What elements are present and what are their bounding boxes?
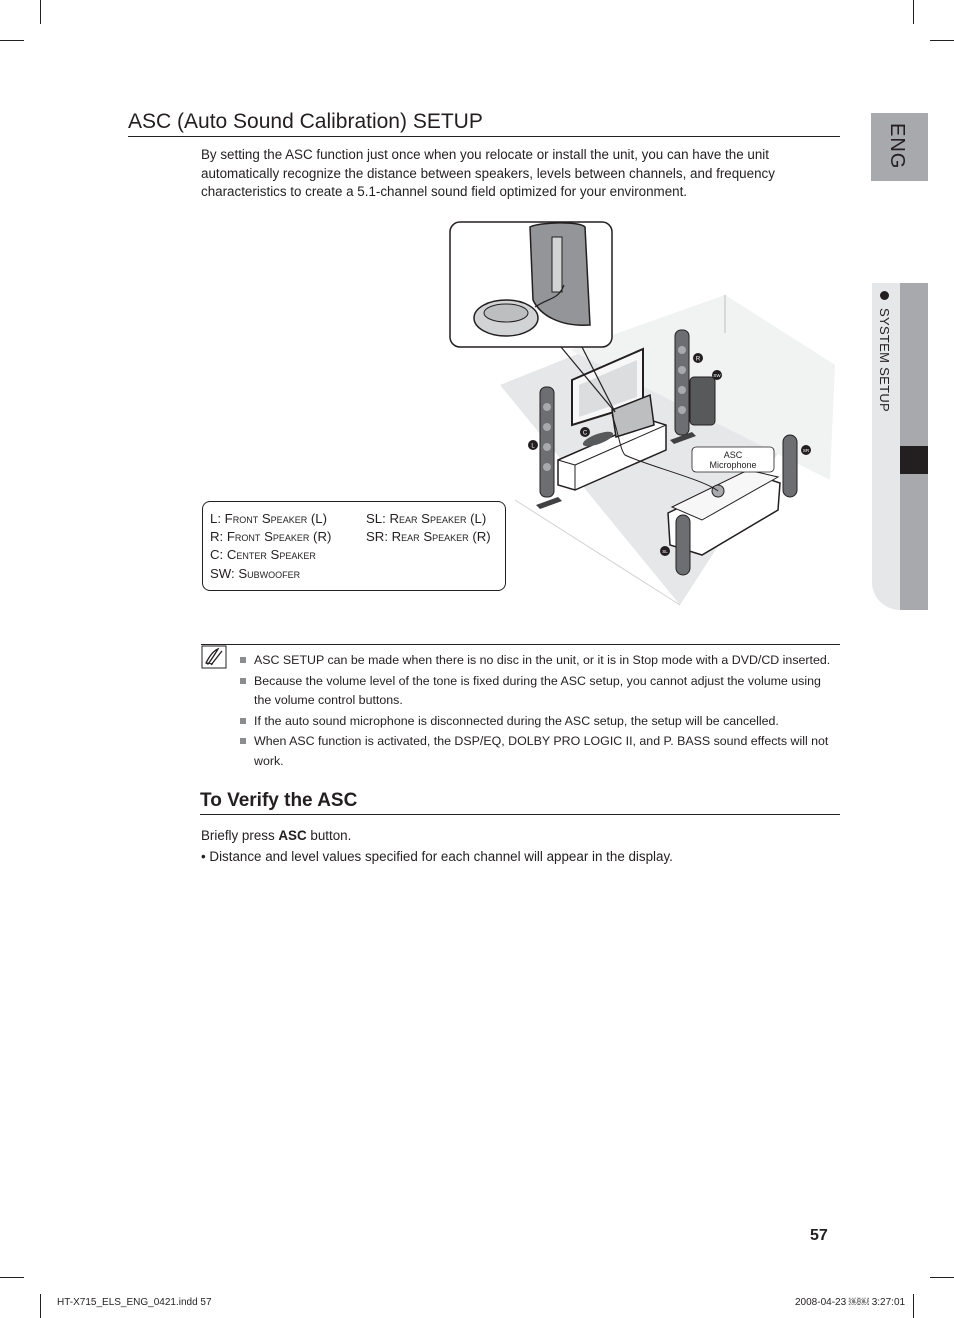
language-label: ENG [886, 123, 908, 170]
verify-body [201, 825, 841, 867]
rear-left-speaker [676, 515, 690, 575]
asc-button-name: ASC [278, 828, 307, 843]
language-tab [871, 113, 928, 181]
crop-mark [913, 1294, 914, 1318]
section-label [877, 291, 892, 412]
footer-filename: HT-X715_ELS_ENG_0421.indd 57 [57, 1297, 212, 1308]
subwoofer [690, 377, 715, 425]
tag-l: L [531, 443, 535, 450]
speaker-legend [202, 501, 506, 591]
crop-mark [0, 1277, 24, 1278]
section-heading: To Verify the ASC [200, 789, 840, 815]
tag-sw: SW [713, 373, 721, 378]
note-pencil-icon [201, 645, 227, 669]
legend-item: SW: Subwoofer [210, 565, 301, 581]
page-title: ASC (Auto Sound Calibration) SETUP [128, 109, 840, 137]
note-item: Because the volume level of the tone is fixed during the ASC setup, you cannot adjust the volume using the volume control buttons. [240, 672, 835, 711]
crop-mark [40, 0, 41, 24]
crop-mark [913, 0, 914, 24]
intro-paragraph: By setting the ASC function just once when you relocate or install the unit, you can have the unit automatically recognize the distance between speakers, levels between channels, and frequency characteristics to create a 5.1-channel sound field optimized for your environment. [201, 147, 775, 199]
footer-timestamp: 2008-04-23 ￼￼ 3:27:01 [795, 1297, 906, 1308]
legend-item: R: Front Speaker (R) [210, 529, 332, 545]
crop-mark [930, 40, 954, 41]
legend-item: C: Center Speaker [210, 547, 316, 563]
tag-c: C [582, 430, 588, 437]
legend-item: SR: Rear Speaker (R) [366, 529, 491, 545]
crop-mark [0, 40, 24, 41]
legend-item: SL: Rear Speaker (L) [366, 511, 487, 526]
tag-r: R [695, 356, 701, 363]
note-item: When ASC function is activated, the DSP/EQ, DOLBY PRO LOGIC II, and P. BASS sound effects will not work. [240, 732, 835, 771]
verify-instruction: Briefly press ASC button. [201, 828, 352, 843]
asc-microphone-label-line2: Microphone [709, 460, 757, 470]
notes-list [240, 651, 835, 772]
section-marker [900, 446, 928, 474]
legend-right-column [366, 510, 491, 546]
crop-mark [930, 1277, 954, 1278]
section-title: SYSTEM SETUP [877, 308, 892, 413]
crop-mark [40, 1294, 41, 1318]
note-item: ASC SETUP can be made when there is no disc in the unit, or it is in Stop mode with a DVD/CD inserted. [240, 651, 835, 671]
notes-divider [201, 644, 840, 645]
rear-right-speaker [783, 435, 797, 497]
legend-left-column [210, 510, 331, 583]
verify-bullet: • Distance and level values specified for each channel will appear in the display. [201, 849, 673, 864]
note-item: If the auto sound microphone is disconnected during the ASC setup, the setup will be cancelled. [240, 712, 835, 732]
bullet-dot-icon [880, 291, 889, 300]
front-right-speaker [675, 330, 689, 435]
tag-sl: SL [662, 549, 668, 554]
asc-microphone-label-line1: ASC [723, 450, 743, 460]
section-tab [872, 283, 928, 610]
page-number: 57 [810, 1227, 828, 1244]
tag-sr: SR [802, 448, 810, 453]
legend-item: L: Front Speaker (L) [210, 511, 327, 526]
